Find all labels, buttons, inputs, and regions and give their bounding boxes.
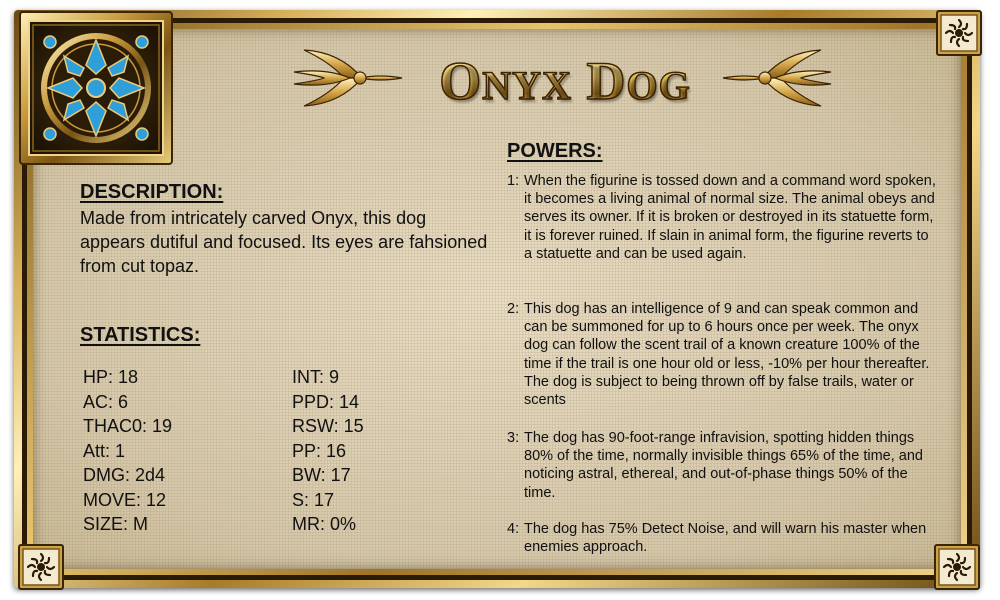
stats-column-left xyxy=(83,365,172,537)
sunburst-corner-icon xyxy=(936,10,982,56)
power-item xyxy=(507,429,937,502)
power-item xyxy=(507,172,937,263)
fleur-flourish-icon xyxy=(290,48,405,108)
fleur-flourish-icon xyxy=(720,48,835,108)
stat-ac: AC: 6 xyxy=(83,391,129,412)
stat-move: MOVE: 12 xyxy=(83,489,167,510)
powers-heading: POWERS: xyxy=(507,140,603,162)
statistics-heading: STATISTICS: xyxy=(80,324,201,346)
stat-thac0: THAC0: 19 xyxy=(83,416,173,436)
stat-bw: BW: 17 xyxy=(292,465,351,485)
stats-column-right xyxy=(292,365,364,537)
power-item xyxy=(507,300,937,409)
page-title: ONYX DOG xyxy=(405,50,725,112)
power-number: 2: xyxy=(507,301,520,317)
stat-rsw: RSW: 15 xyxy=(292,416,364,436)
power-item xyxy=(507,520,937,556)
stat-s: S: 17 xyxy=(292,489,335,510)
power-text: This dog has an intelligence of 9 and can speak common and can be summoned for up to 6 hours once per week. The onyx dog can follow the scent trail of a known creature 100% of the time if the trail is one hour old or less, -10% per hour thereafter. The dog is subject to being thrown off by false trails, water or scents xyxy=(524,301,930,409)
sunburst-corner-icon xyxy=(934,544,980,590)
stat-hp: HP: 18 xyxy=(83,367,139,387)
power-number: 1: xyxy=(507,173,520,189)
stat-pp: PP: 16 xyxy=(292,440,347,461)
stat-size: SIZE: M xyxy=(83,514,149,534)
power-text: The dog has 90-foot-range infravision, spotting hidden things 80% of the time, normally invisible things 65% of the time, and noticing astral, ethereal, and out-of-phase things 50% of the time. xyxy=(524,430,923,501)
power-text: When the figurine is tossed down and a command word spoken, it becomes a living animal of normal size. The animal obeys and serves its owner. If it is broken or destroyed in its statuette form, it is forever ruined. If slain in animal form, the figurine reverts to a statuette and can be used again. xyxy=(524,173,936,262)
stat-att: Att: 1 xyxy=(83,440,126,461)
stat-dmg: DMG: 2d4 xyxy=(83,465,166,485)
title-banner xyxy=(290,40,835,120)
description-text: Made from intricately carved Onyx, this dog appears dutiful and focused. Its eyes are fahsioned from cut topaz. xyxy=(80,208,488,276)
celtic-medallion-icon xyxy=(18,10,174,166)
stat-mr: MR: 0% xyxy=(292,514,357,534)
sunburst-corner-icon xyxy=(18,544,64,590)
description-heading: DESCRIPTION: xyxy=(80,181,224,203)
power-number: 3: xyxy=(507,430,520,446)
power-number: 4: xyxy=(507,521,520,537)
stat-ppd: PPD: 14 xyxy=(292,391,360,412)
power-text: The dog has 75% Detect Noise, and will warn his master when enemies approach. xyxy=(524,521,927,556)
stat-int: INT: 9 xyxy=(292,367,340,387)
